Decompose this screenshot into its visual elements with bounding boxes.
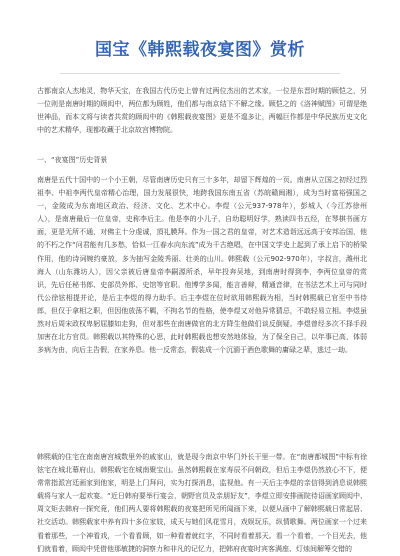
title-divider — [60, 73, 340, 74]
document-title: 国宝《韩熙载夜宴图》赏析 — [95, 40, 305, 61]
body-paragraph-1: 南唐是五代十国中的一个小王朝，尽管南唐历史只有三十多年，却留下辉煌的一页。南唐从立国之初经过烈祖李、中祖李两代皇帝精心治理，国力发展很快，地跨我国东南五省（苏皖赣闽湘），成为当时富裕强国之一，金陵成为东南地区政治、经济、文化、艺术中心。李煜（公元937-978年），彭城人（今江苏徐州人），是南唐最后一位皇帝，史称李后主。他是李的小儿子，自幼聪明好学，熟读四书五经，在琴棋书画方面，更是无所不通，对佛主十分虔诚，頂礼膜拜。作为一国之君的皇帝，对艺术造诣远远高于安邦治国，他的不朽之作“问君能有几多愁，恰似一江春水向东流”成为千古绝唱，在中国文学史上起到了承上启下的桥梁作用，他的诗词婉约豪放，多为抽写金陵秀丽、壮美的山川。韩熙载（公元902-970年），字叔言，潍州北海人（山东潍坊人），因父亲被后唐皇帝李嗣源所杀，早年投奔吴地，到南唐时得到李，李两位皇帝的赏识，先后任秘书郎、史部员外郎、史馆等官职。他博学多闻，能言善辩，精通音律，在书法艺术上可与同时代公徐铉相提并论，是后主李煜的得力助手。后主李煜在位时欲用韩熙载为相，当时韩熙载已官至中书侍郎，但仅于拿相之职，但因他放荡不羁，不拘名节的性格，使李煜又对他异常猜忌，不敢轻易立相。李煜虽然对后周宋政权卑躬屈膝如走狗，但对那些在南唐做官的北方降生他做们谈反倒疑。李煜曾经多次不择手段加害在北方官员。韩熙载以其特殊的心思，此时韩熙载也想安然地体验，为了保全自己，以年事已高，体弱多病为由，向后主告假，在家养息。他一反常态，假装成一个沉湎于酒色歌舞的庸碌之辈，逃过一劫。 — [37, 176, 367, 355]
body-paragraph-2: 韩熙载的住宅在南南唐宫城数里外的戚家山，就是现今南京中华门外长干里一带。在“南唐都城图”中标有徐铉宅在城北幕府山，韩熙载宅在城南聚宝山。虽然韩熙载在家寿辰不问朝政，但后主李煜仍然放心不下，便常常指派宫廷画家到他家，明是上门拜问，实为打探消息，监视他。有一天后主李煜的亲信得到消息说韩熙载将与家人一起欢宴。“近日韩府要举行宴会，朝野官员及亲朋好友”，李煜立即安排画院待诏画家顾闳中、周文矩去韩府一探究竟，他们两人要将韩熙载的夜宴把所见所闻画下来，以便从画中了解韩熙载日常起居、社交活动。韩熙载家中养有四十多位家妓，成天与她们风花雪月，戏娱玩乐，纵情歌舞。两位画家一个过来看着那些，一个神看戏，一个看看顾，如一种看着就红字，不同时看着那天。看一个看着，一个目光去，他们就看着，顾闳中凭借他那敏捷的洞察力和非凡的记忆力，把韩府夜宴时宾客满座、灯烛间解筹交错的 — [37, 453, 367, 553]
intro-paragraph: 古都南京人杰地灵，物华天宝，在我国古代历史上曾有过两位杰出的艺术家，一位是东晋时期的顾恺之，另一位则是南唐时期的顾闳中，两位都为顾姓，他们都与南京结下不解之缘。顾恺之的《洛神赋图》可谓是绝世神品，而本文将与读者共赏的顾闳中的《韩熙载夜宴图》更是不遑多让，两幅巨作都是中华民族历史文化中的艺术精华，现都收藏于北京故宫博物院。 — [37, 87, 367, 135]
section-heading: 一、“夜宴图”历史背景 — [37, 156, 108, 164]
